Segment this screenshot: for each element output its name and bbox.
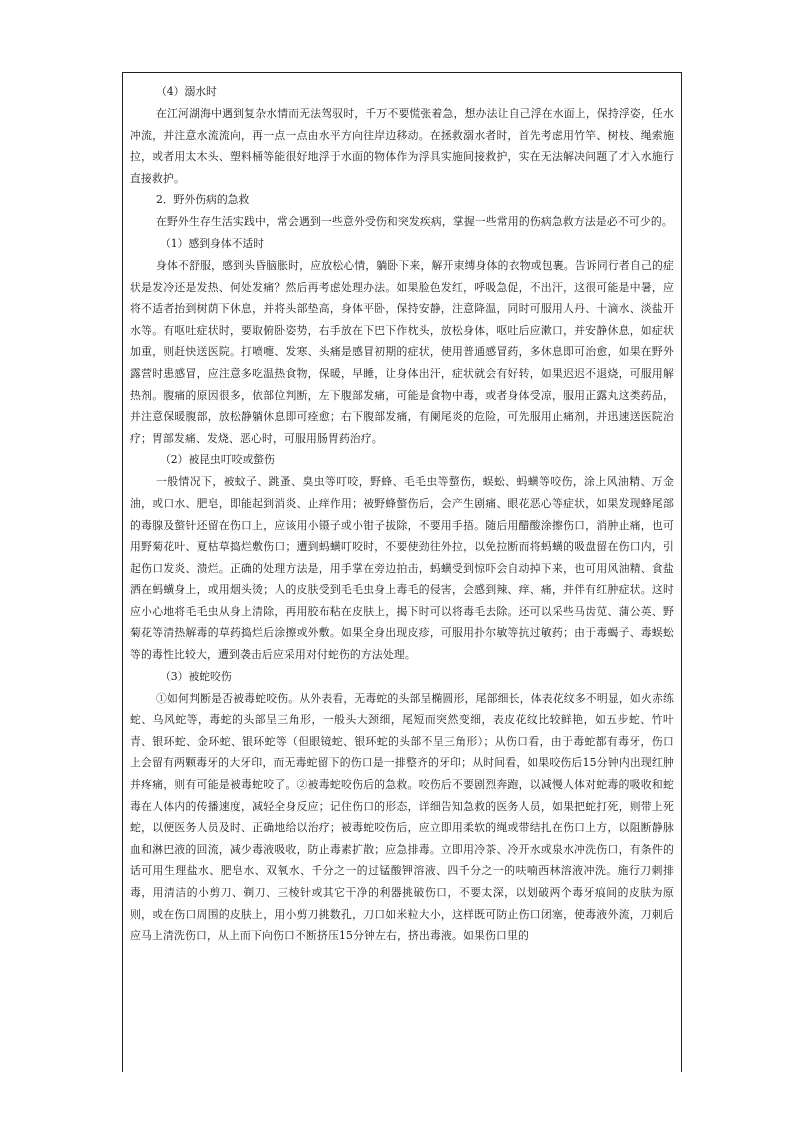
document-body: [130, 81, 674, 947]
paragraph-insect-bite: 一般情况下，被蚊子、跳蚤、臭虫等叮咬，野蜂、毛毛虫等螫伤，蜈蚣、蚂蟥等咬伤，涂上风油精、万金油，或口水、肥皂，即能起到消炎、止痒作用；被野蜂螫伤后，会产生剧痛、眼花恶心等症状，如果发现蜂尾部的毒腺及螫针还留在伤口上，应该用小镊子或小钳子拔除，不要用手捂。随后用醋酸涂擦伤口，消肿止痛，也可用野菊花叶、夏枯草捣烂敷伤口；遭到蚂蟥叮咬时，不要使劲往外拉，以免拉断而将蚂蟥的吸盘留在伤口内，引起伤口发炎、溃烂。正确的处理方法是，用手掌在旁边拍击，蚂蟥受到惊吓会自动掉下来，也可用风油精、食盐洒在蚂蟥身上，或用烟头烫；人的皮肤受到毛毛虫身上毒毛的侵害，会感到辣、痒、痛，并伴有红肿症状。这时应小心地将毛毛虫从身上清除，再用胶布粘在皮肤上，揭下时可以将毒毛去除。还可以采些马齿苋、蒲公英、野菊花等清热解毒的草药捣烂后涂擦或外敷。如果全身出现皮疹，可服用扑尔敏等抗过敏药；由于毒蝎子、毒蜈蚣等的毒性比较大，遭到袭击后应采用对付蛇伤的方法处理。: [130, 475, 674, 662]
paragraph-unwell: 身体不舒服，感到头昏脑胀时，应放松心情，躺卧下来，解开束缚身体的衣物或包裹。告诉同行者自己的症状是发冷还是发热、何处发痛？然后再考虑处理办法。如果脸色发红，呼吸急促，不出汗，这很可能是中暑，应将不适者抬到树荫下休息，并将头部垫高，身体平卧，保持安静，注意降温，同时可服用人丹、十滴水、淡盐开水等。有呕吐症状时，要取俯卧姿势，右手放在下巴下作枕头，放松身体，呕吐后应漱口，并安静休息，如症状加重，则赶快送医院。打喷嚏、发寒、头痛是感冒初期的症状，使用普通感冒药，多休息即可治愈，如果在野外露营时患感冒，应注意多吃温热食物，保暖，早睡，让身体出汗，症状就会有好转，如果迟迟不退烧，可服用解热剂。腹痛的原因很多，依部位判断，左下腹部发痛，可能是食物中毒，或者身体受凉，服用正露丸这类药品，并注意保暖腹部，放松静躺休息即可痊愈；右下腹部发痛，有阑尾炎的危险，可先服用止痛剂，并迅速送医院治疗；胃部发痛、发烧、恶心时，可服用肠胃药治疗。: [130, 258, 674, 445]
paragraph-snake-bite: ①如何判断是否被毒蛇咬伤。从外表看，无毒蛇的头部呈椭圆形，尾部细长，体表花纹多不明显，如火赤练蛇、乌风蛇等，毒蛇的头部呈三角形，一般头大颈细，尾短而突然变细，表皮花纹比较鲜艳，如五步蛇、竹叶青、银环蛇、金环蛇、银环蛇等（但眼镜蛇、银环蛇的头部不呈三角形）；从伤口看，由于毒蛇都有毒牙，伤口上会留有两颗毒牙的大牙印，而无毒蛇留下的伤口是一排整齐的牙印；从时间看，如果咬伤后15分钟内出现红肿并疼痛，则有可能是被毒蛇咬了。②被毒蛇咬伤后的急救。咬伤后不要剧烈奔跑，以减慢人体对蛇毒的吸收和蛇毒在人体内的传播速度，减轻全身反应；记住伤口的形态，详细告知急救的医务人员，如果把蛇打死，则带上死蛇，以便医务人员及时、正确地给以治疗；被毒蛇咬伤后，应立即用柔软的绳或带结扎在伤口上方，以阻断静脉血和淋巴液的回流，减少毒液吸收，防止毒素扩散；应急排毒。立即用冷茶、冷开水或泉水冲洗伤口，有条件的话可用生理盐水、肥皂水、双氧水、千分之一的过锰酸钾溶液、四千分之一的呋喃西林溶液冲洗。施行刀刺排毒，用清洁的小剪刀、剃刀、三棱针或其它干净的利器挑破伤口，不要太深，以划破两个毒牙痕间的皮肤为原则，或在伤口周围的皮肤上，用小剪刀挑数孔，刀口如米粒大小，这样既可防止伤口闭塞，使毒液外流，刀刺后应马上清洗伤口，从上而下向伤口不断挤压15分钟左右，挤出毒液。如果伤口里的: [130, 691, 674, 943]
section-heading-snake-bite: （3）被蛇咬伤: [160, 669, 232, 683]
paragraph-drowning: 在江河湖海中遇到复杂水情而无法驾驭时，千万不要慌张着急，想办法让自己浮在水面上，保持浮姿，任水冲流，并注意水流流向，再一点一点由水平方向往岸边移动。在拯救溺水者时，首先考虑用竹竿、树枝、绳索施拉，或者用太木头、塑料桶等能很好地浮于水面的物体作为浮具实施间接救护，实在无法解决问题了才入水施行直接救护。: [130, 107, 674, 185]
section-heading-insect-bite: （2）被昆虫叮咬或螫伤: [160, 453, 275, 467]
section-heading-drowning: （4）溺水时: [156, 85, 217, 98]
document-table-cell: [122, 72, 682, 1072]
paragraph-field-first-aid: 在野外生存生活实践中，常会遇到一些意外受伤和突发疾病，掌握一些常用的伤病急救方法是必不可少的。: [156, 215, 673, 229]
section-heading-unwell: （1）感到身体不适时: [160, 236, 265, 250]
section-heading-field-first-aid: 2．野外伤病的急救: [156, 193, 250, 207]
